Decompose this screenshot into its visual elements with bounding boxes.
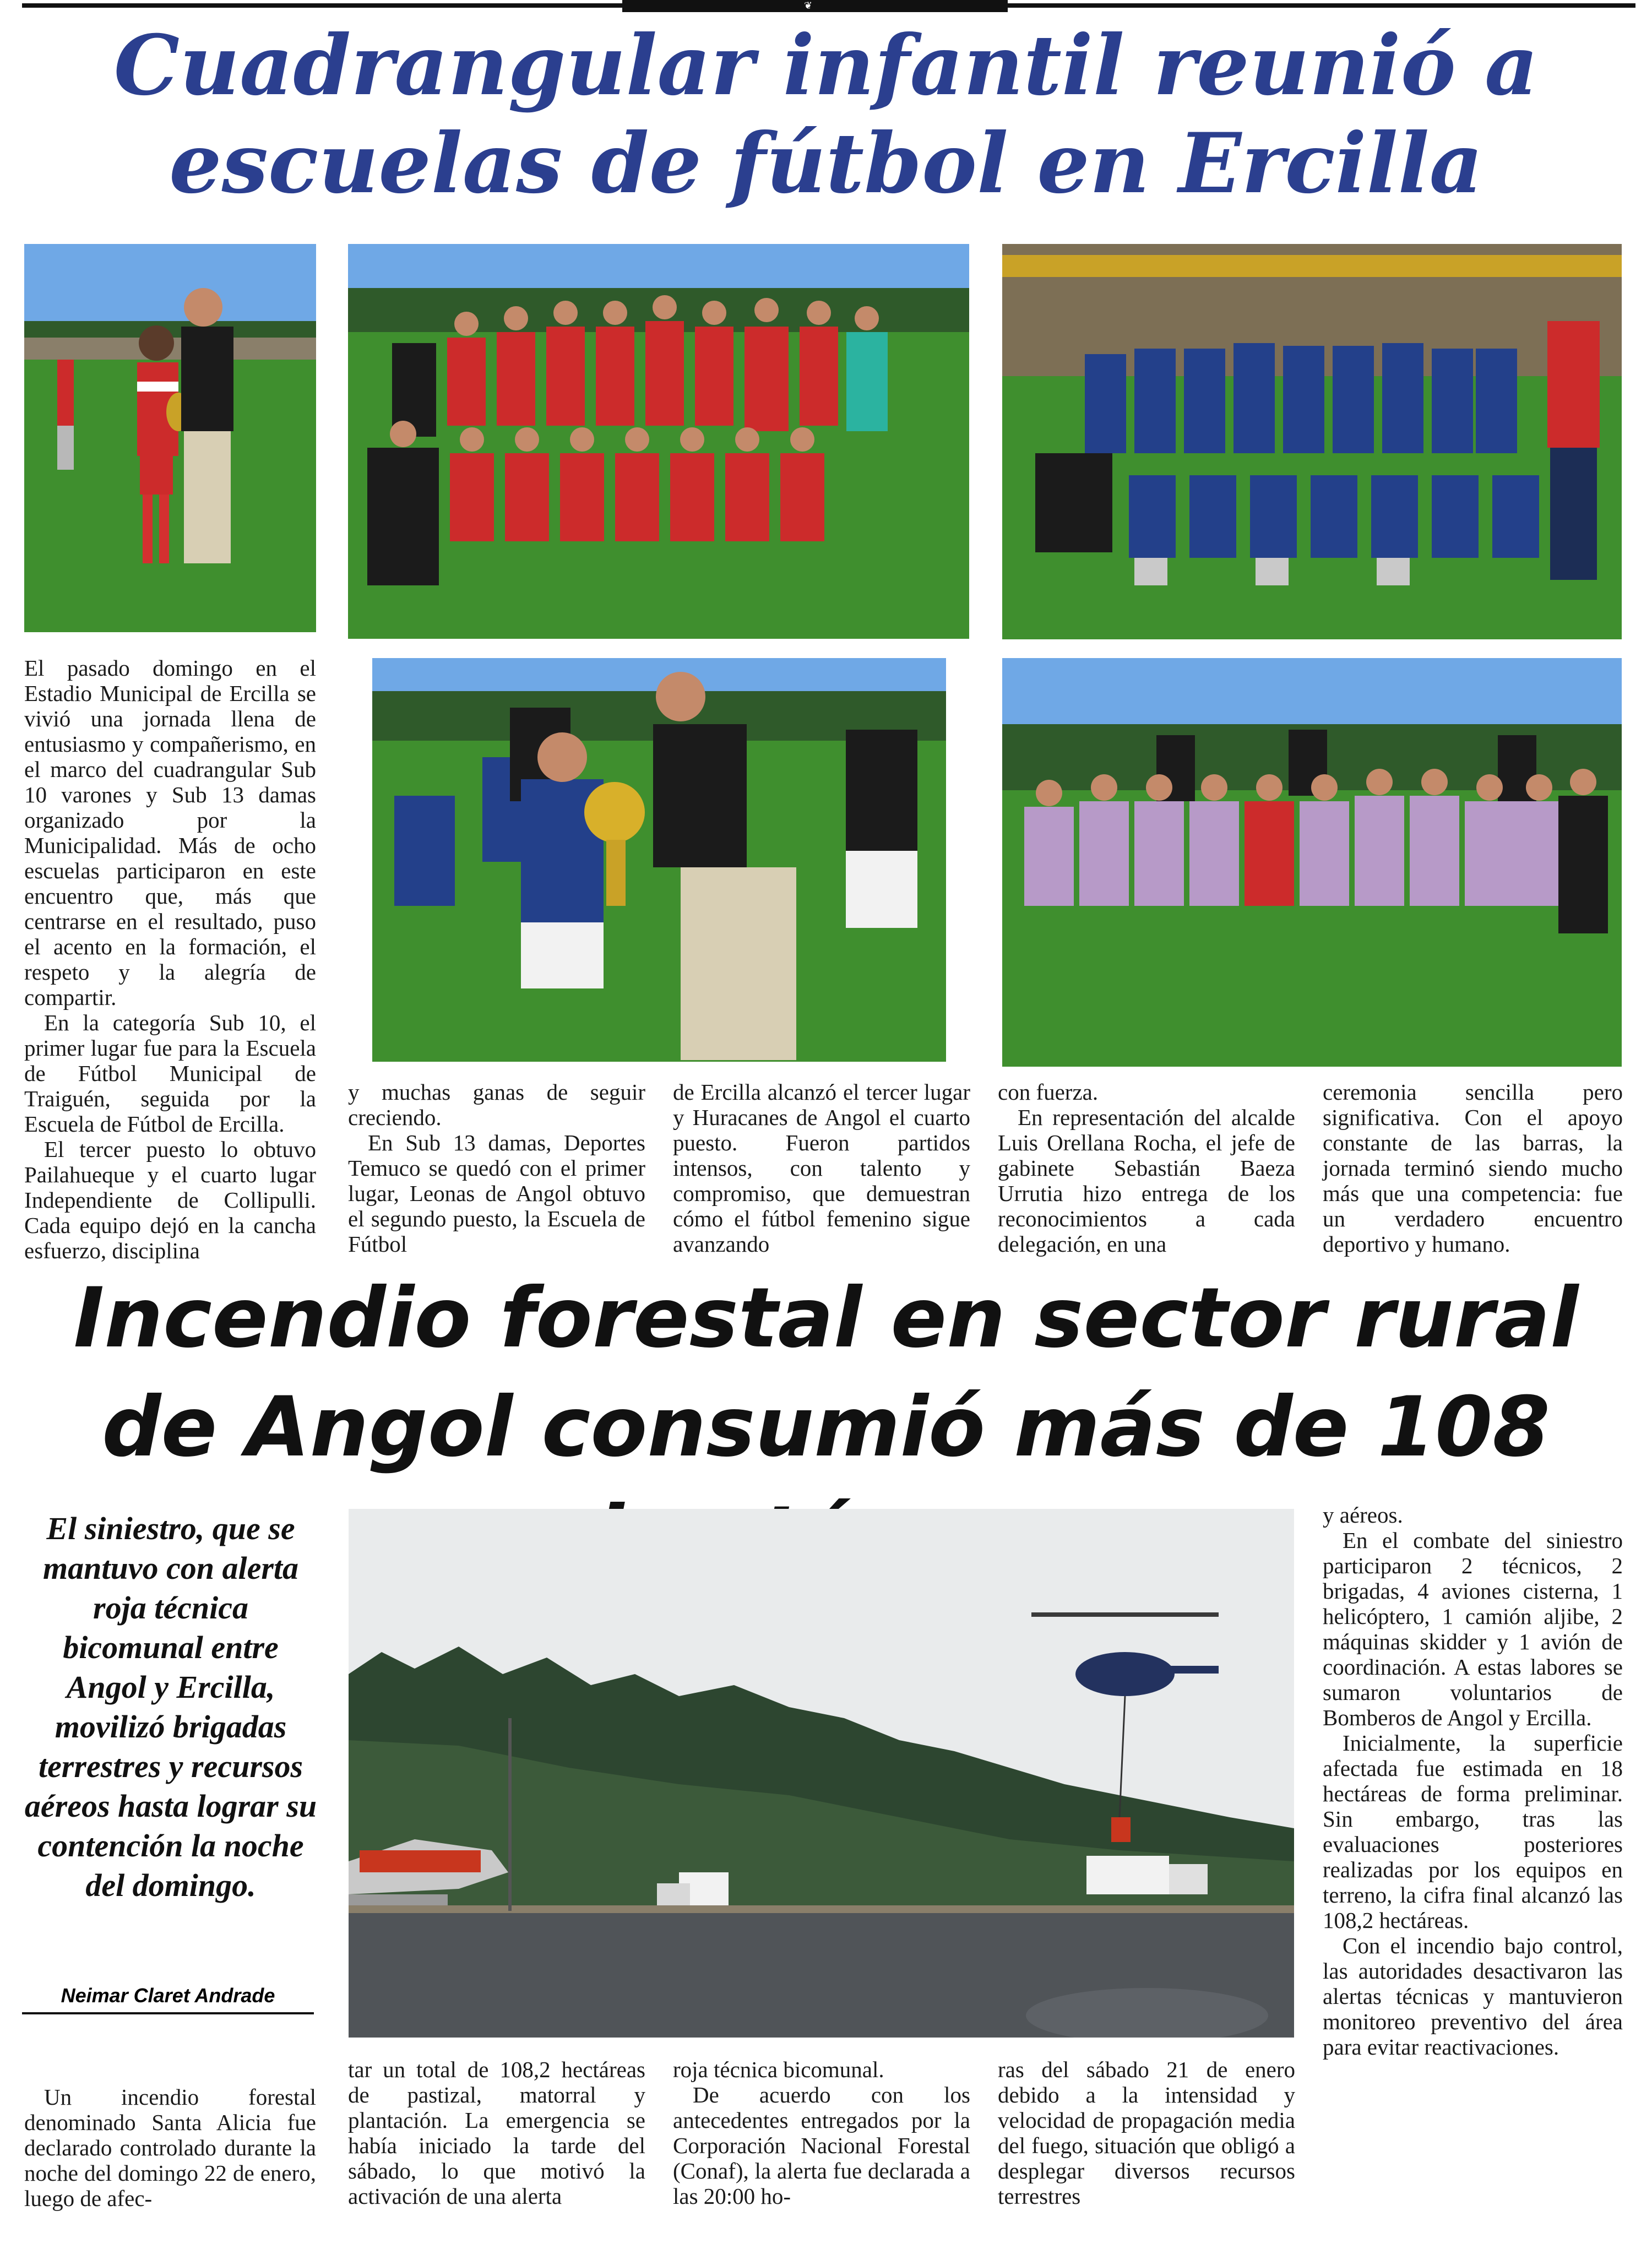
article1-col2-p2: En Sub 13 damas, Deportes Temuco se quedó con el primer lugar, Leonas de Angol obtuvo el segundo puesto, la Escuela de Fútbol — [348, 1130, 645, 1257]
article1-col2-p1: y muchas ganas de seguir creciendo. — [348, 1079, 645, 1130]
photo-boy-trophy — [372, 658, 946, 1062]
article2-column-3 — [673, 2057, 970, 2209]
article2-col5-p3: Inicialmente, la superficie afectada fue estimada en 18 hectáreas de forma preliminar. Sin embargo, tras las evaluaciones posteriores realizadas por los equipos en terreno, la cifra final alcanzó las 108,2 hectáreas. — [1323, 1730, 1623, 1933]
article2-col5-p2: En el combate del siniestro participaron 2 técnicos, 2 brigadas, 4 aviones cisterna, 1 helicóptero, 1 camión aljibe, 2 máquinas skidder y 1 avión de coordinación. A estas labores se sumaron voluntarios de Bomberos de Angol y Ercilla. — [1323, 1528, 1623, 1730]
photo-helicopter-fire — [349, 1509, 1294, 2038]
article2-col3-p2: De acuerdo con los antecedentes entregados por la Corporación Nacional Forestal (Conaf), la alerta fue declarada a las 20:00 ho- — [673, 2082, 970, 2209]
photo-boys-team-blue — [1002, 244, 1622, 639]
article1-headline: Cuadrangular infantil reunió a escuelas de fútbol en Ercilla — [113, 17, 1539, 212]
article1-col4-p1: con fuerza. — [998, 1079, 1099, 1105]
article1-col1-p1: El pasado domingo en el Estadio Municipal de Ercilla se vivió una jornada llena de entusiasmo y compañerismo, en el marco del cuadrangular Sub 10 varones y Sub 13 damas organizado por la Municipalidad. Más de ocho escuelas participaron en este encuentro que, más que centrarse en el resultado, puso el acento en la formación, el respeto y la alegría de compartir. — [24, 655, 316, 1010]
article1-column-3 — [673, 1079, 970, 1257]
article1-col5-p1: ceremonia sencilla pero significativa. Con el apoyo constante de las barras, la jornada terminó siendo mucho más que una competencia: fue un verdadero encuentro deportivo y humano. — [1323, 1079, 1623, 1257]
article1-col1-p3: El tercer puesto lo obtuvo Pailahueque y el cuarto lugar Independiente de Collipulli. Cada equipo dejó en la cancha esfuerzo, disciplina — [24, 1137, 316, 1263]
photo-trophy-girl — [24, 244, 316, 632]
section-tab — [622, 0, 1008, 12]
article2-headline: Incendio forestal en sector rural de Angol consumió más de 108 — [73, 1270, 1579, 1475]
article2-deck: El siniestro, que se mantuvo con alerta roja técnica bicomunal entre Angol y Ercilla, movilizó brigadas terrestres y recursos aéreos hasta lograr su contención la noche del domingo. — [24, 1511, 317, 1903]
article1-column-1 — [24, 655, 316, 1263]
article2-col5-p1: y aéreos. — [1323, 1502, 1403, 1528]
article2-col5-p4: Con el incendio bajo control, las autoridades desactivaron las alertas técnicas y mantuvieron monitoreo preventivo del área para evitar reactivaciones. — [1323, 1933, 1623, 2060]
article2-column-1 — [24, 2084, 316, 2211]
article2-byline: Neimar Claret Andrade — [22, 1984, 314, 2014]
article2-col4-p1: ras del sábado 21 de enero debido a la intensidad y velocidad de propagación media del fuego, situación que obligó a desplegar diversos recursos terrestres — [998, 2057, 1295, 2209]
article2-column-4 — [998, 2057, 1295, 2209]
photo-girls-team-red — [348, 244, 969, 639]
article2-column-5 — [1323, 1502, 1623, 2060]
article1-col4-p2: En representación del alcalde Luis Orellana Rocha, el jefe de gabinete Sebastián Baeza Urrutia hizo entrega de los reconocimientos a cada delegación, en una — [998, 1105, 1295, 1257]
photo-girls-team-purple — [1002, 658, 1622, 1067]
article1-col3-p1: de Ercilla alcanzó el tercer lugar y Huracanes de Angol el cuarto puesto. Fueron partidos intensos, con talento y compromiso, que demuestran cómo el fútbol femenino sigue avanzando — [673, 1079, 970, 1257]
logo-mark: ❦ — [804, 0, 813, 12]
article1-column-5 — [1323, 1079, 1623, 1257]
article2-col3-p1: roja técnica bicomunal. — [673, 2057, 884, 2082]
article2-col2-p1: tar un total de 108,2 hectáreas de pastizal, matorral y plantación. La emergencia se había iniciado la tarde del sábado, lo que motivó la activación de una alerta — [348, 2057, 645, 2209]
article1-col1-p2: En la categoría Sub 10, el primer lugar fue para la Escuela de Fútbol Municipal de Traiguén, seguida por la Escuela de Fútbol de Ercilla. — [24, 1010, 316, 1137]
article2-column-2 — [348, 2057, 645, 2209]
article1-column-2 — [348, 1079, 645, 1257]
article2-col1-p1: Un incendio forestal denominado Santa Alicia fue declarado controlado durante la noche del domingo 22 de enero, luego de afec- — [24, 2084, 316, 2211]
article1-column-4 — [998, 1079, 1295, 1257]
